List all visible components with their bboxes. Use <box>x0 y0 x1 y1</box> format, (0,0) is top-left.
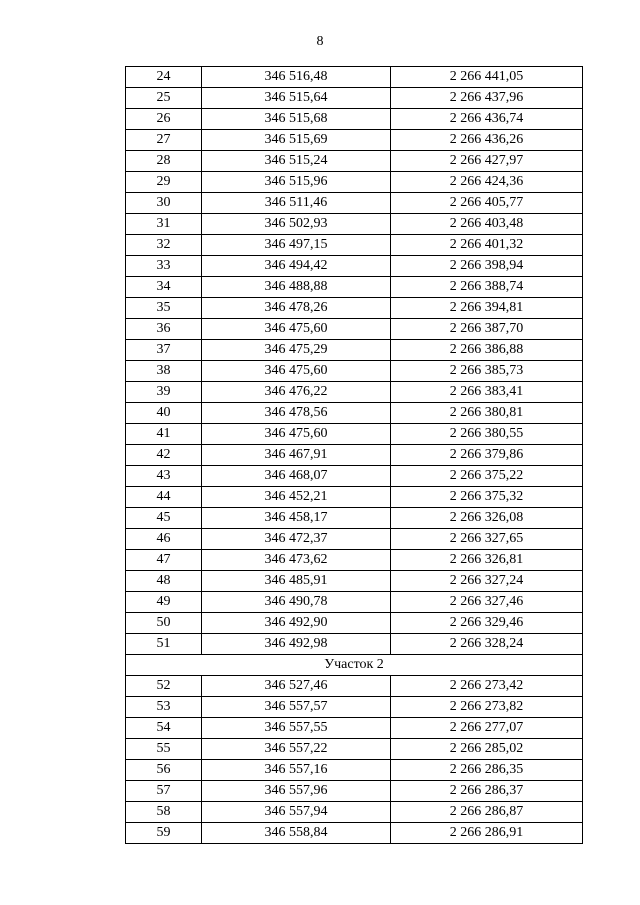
x-coordinate-cell: 346 490,78 <box>202 592 391 613</box>
table-row <box>126 256 583 277</box>
y-coordinate-cell: 2 266 375,22 <box>391 466 583 487</box>
point-number-cell: 28 <box>126 151 202 172</box>
point-number-cell: 27 <box>126 130 202 151</box>
point-number-cell: 24 <box>126 67 202 88</box>
page-number: 8 <box>316 34 324 49</box>
table-row <box>126 382 583 403</box>
y-coordinate-cell: 2 266 424,36 <box>391 172 583 193</box>
table-row <box>126 403 583 424</box>
point-number-cell: 41 <box>126 424 202 445</box>
y-coordinate-cell: 2 266 327,24 <box>391 571 583 592</box>
table-row <box>126 214 583 235</box>
table-row <box>126 802 583 823</box>
x-coordinate-cell: 346 458,17 <box>202 508 391 529</box>
point-number-cell: 45 <box>126 508 202 529</box>
point-number-cell: 51 <box>126 634 202 655</box>
x-coordinate-cell: 346 475,60 <box>202 319 391 340</box>
y-coordinate-cell: 2 266 398,94 <box>391 256 583 277</box>
y-coordinate-cell: 2 266 383,41 <box>391 382 583 403</box>
x-coordinate-cell: 346 467,91 <box>202 445 391 466</box>
table-row <box>126 508 583 529</box>
x-coordinate-cell: 346 475,29 <box>202 340 391 361</box>
table-row <box>126 340 583 361</box>
y-coordinate-cell: 2 266 286,35 <box>391 760 583 781</box>
x-coordinate-cell: 346 502,93 <box>202 214 391 235</box>
x-coordinate-cell: 346 557,96 <box>202 781 391 802</box>
x-coordinate-cell: 346 492,90 <box>202 613 391 634</box>
point-number-cell: 33 <box>126 256 202 277</box>
y-coordinate-cell: 2 266 326,81 <box>391 550 583 571</box>
x-coordinate-cell: 346 516,48 <box>202 67 391 88</box>
x-coordinate-cell: 346 557,94 <box>202 802 391 823</box>
table-row <box>126 676 583 697</box>
section-header-row <box>126 655 583 676</box>
table-row <box>126 424 583 445</box>
y-coordinate-cell: 2 266 405,77 <box>391 193 583 214</box>
table-row <box>126 697 583 718</box>
table-row <box>126 781 583 802</box>
point-number-cell: 43 <box>126 466 202 487</box>
x-coordinate-cell: 346 488,88 <box>202 277 391 298</box>
y-coordinate-cell: 2 266 327,46 <box>391 592 583 613</box>
x-coordinate-cell: 346 515,64 <box>202 88 391 109</box>
table-row <box>126 634 583 655</box>
table-row <box>126 550 583 571</box>
table-row <box>126 445 583 466</box>
x-coordinate-cell: 346 478,26 <box>202 298 391 319</box>
x-coordinate-cell: 346 468,07 <box>202 466 391 487</box>
y-coordinate-cell: 2 266 285,02 <box>391 739 583 760</box>
x-coordinate-cell: 346 452,21 <box>202 487 391 508</box>
y-coordinate-cell: 2 266 273,42 <box>391 676 583 697</box>
point-number-cell: 35 <box>126 298 202 319</box>
x-coordinate-cell: 346 485,91 <box>202 571 391 592</box>
y-coordinate-cell: 2 266 327,65 <box>391 529 583 550</box>
x-coordinate-cell: 346 557,55 <box>202 718 391 739</box>
coordinates-table-body <box>126 67 583 844</box>
x-coordinate-cell: 346 494,42 <box>202 256 391 277</box>
point-number-cell: 57 <box>126 781 202 802</box>
y-coordinate-cell: 2 266 385,73 <box>391 361 583 382</box>
table-row <box>126 466 583 487</box>
point-number-cell: 50 <box>126 613 202 634</box>
y-coordinate-cell: 2 266 403,48 <box>391 214 583 235</box>
point-number-cell: 49 <box>126 592 202 613</box>
table-row <box>126 277 583 298</box>
x-coordinate-cell: 346 515,68 <box>202 109 391 130</box>
coordinates-table <box>125 66 583 844</box>
y-coordinate-cell: 2 266 277,07 <box>391 718 583 739</box>
x-coordinate-cell: 346 473,62 <box>202 550 391 571</box>
y-coordinate-cell: 2 266 286,37 <box>391 781 583 802</box>
point-number-cell: 46 <box>126 529 202 550</box>
y-coordinate-cell: 2 266 427,97 <box>391 151 583 172</box>
y-coordinate-cell: 2 266 329,46 <box>391 613 583 634</box>
x-coordinate-cell: 346 476,22 <box>202 382 391 403</box>
point-number-cell: 54 <box>126 718 202 739</box>
table-row <box>126 109 583 130</box>
point-number-cell: 53 <box>126 697 202 718</box>
x-coordinate-cell: 346 475,60 <box>202 361 391 382</box>
table-row <box>126 823 583 844</box>
table-row <box>126 361 583 382</box>
y-coordinate-cell: 2 266 388,74 <box>391 277 583 298</box>
x-coordinate-cell: 346 472,37 <box>202 529 391 550</box>
y-coordinate-cell: 2 266 286,91 <box>391 823 583 844</box>
point-number-cell: 34 <box>126 277 202 298</box>
x-coordinate-cell: 346 557,57 <box>202 697 391 718</box>
point-number-cell: 25 <box>126 88 202 109</box>
point-number-cell: 52 <box>126 676 202 697</box>
table-row <box>126 760 583 781</box>
table-row <box>126 172 583 193</box>
section-title: Участок 2 <box>126 655 583 676</box>
x-coordinate-cell: 346 475,60 <box>202 424 391 445</box>
table-row <box>126 151 583 172</box>
point-number-cell: 56 <box>126 760 202 781</box>
point-number-cell: 47 <box>126 550 202 571</box>
y-coordinate-cell: 2 266 380,81 <box>391 403 583 424</box>
table-row <box>126 613 583 634</box>
x-coordinate-cell: 346 558,84 <box>202 823 391 844</box>
x-coordinate-cell: 346 527,46 <box>202 676 391 697</box>
y-coordinate-cell: 2 266 401,32 <box>391 235 583 256</box>
y-coordinate-cell: 2 266 326,08 <box>391 508 583 529</box>
x-coordinate-cell: 346 515,24 <box>202 151 391 172</box>
y-coordinate-cell: 2 266 273,82 <box>391 697 583 718</box>
table-row <box>126 88 583 109</box>
point-number-cell: 31 <box>126 214 202 235</box>
table-row <box>126 67 583 88</box>
x-coordinate-cell: 346 511,46 <box>202 193 391 214</box>
point-number-cell: 39 <box>126 382 202 403</box>
y-coordinate-cell: 2 266 386,88 <box>391 340 583 361</box>
x-coordinate-cell: 346 497,15 <box>202 235 391 256</box>
table-row <box>126 718 583 739</box>
x-coordinate-cell: 346 478,56 <box>202 403 391 424</box>
point-number-cell: 58 <box>126 802 202 823</box>
x-coordinate-cell: 346 515,69 <box>202 130 391 151</box>
y-coordinate-cell: 2 266 441,05 <box>391 67 583 88</box>
point-number-cell: 29 <box>126 172 202 193</box>
point-number-cell: 40 <box>126 403 202 424</box>
x-coordinate-cell: 346 557,16 <box>202 760 391 781</box>
point-number-cell: 37 <box>126 340 202 361</box>
y-coordinate-cell: 2 266 379,86 <box>391 445 583 466</box>
table-row <box>126 487 583 508</box>
table-row <box>126 739 583 760</box>
point-number-cell: 36 <box>126 319 202 340</box>
point-number-cell: 32 <box>126 235 202 256</box>
point-number-cell: 42 <box>126 445 202 466</box>
point-number-cell: 26 <box>126 109 202 130</box>
point-number-cell: 55 <box>126 739 202 760</box>
y-coordinate-cell: 2 266 436,26 <box>391 130 583 151</box>
y-coordinate-cell: 2 266 380,55 <box>391 424 583 445</box>
table-row <box>126 193 583 214</box>
y-coordinate-cell: 2 266 387,70 <box>391 319 583 340</box>
point-number-cell: 38 <box>126 361 202 382</box>
table-row <box>126 130 583 151</box>
y-coordinate-cell: 2 266 436,74 <box>391 109 583 130</box>
y-coordinate-cell: 2 266 286,87 <box>391 802 583 823</box>
table-row <box>126 298 583 319</box>
x-coordinate-cell: 346 492,98 <box>202 634 391 655</box>
x-coordinate-cell: 346 515,96 <box>202 172 391 193</box>
point-number-cell: 30 <box>126 193 202 214</box>
table-row <box>126 235 583 256</box>
y-coordinate-cell: 2 266 328,24 <box>391 634 583 655</box>
point-number-cell: 48 <box>126 571 202 592</box>
y-coordinate-cell: 2 266 394,81 <box>391 298 583 319</box>
point-number-cell: 59 <box>126 823 202 844</box>
x-coordinate-cell: 346 557,22 <box>202 739 391 760</box>
table-row <box>126 571 583 592</box>
y-coordinate-cell: 2 266 375,32 <box>391 487 583 508</box>
table-row <box>126 319 583 340</box>
point-number-cell: 44 <box>126 487 202 508</box>
y-coordinate-cell: 2 266 437,96 <box>391 88 583 109</box>
table-row <box>126 529 583 550</box>
table-row <box>126 592 583 613</box>
